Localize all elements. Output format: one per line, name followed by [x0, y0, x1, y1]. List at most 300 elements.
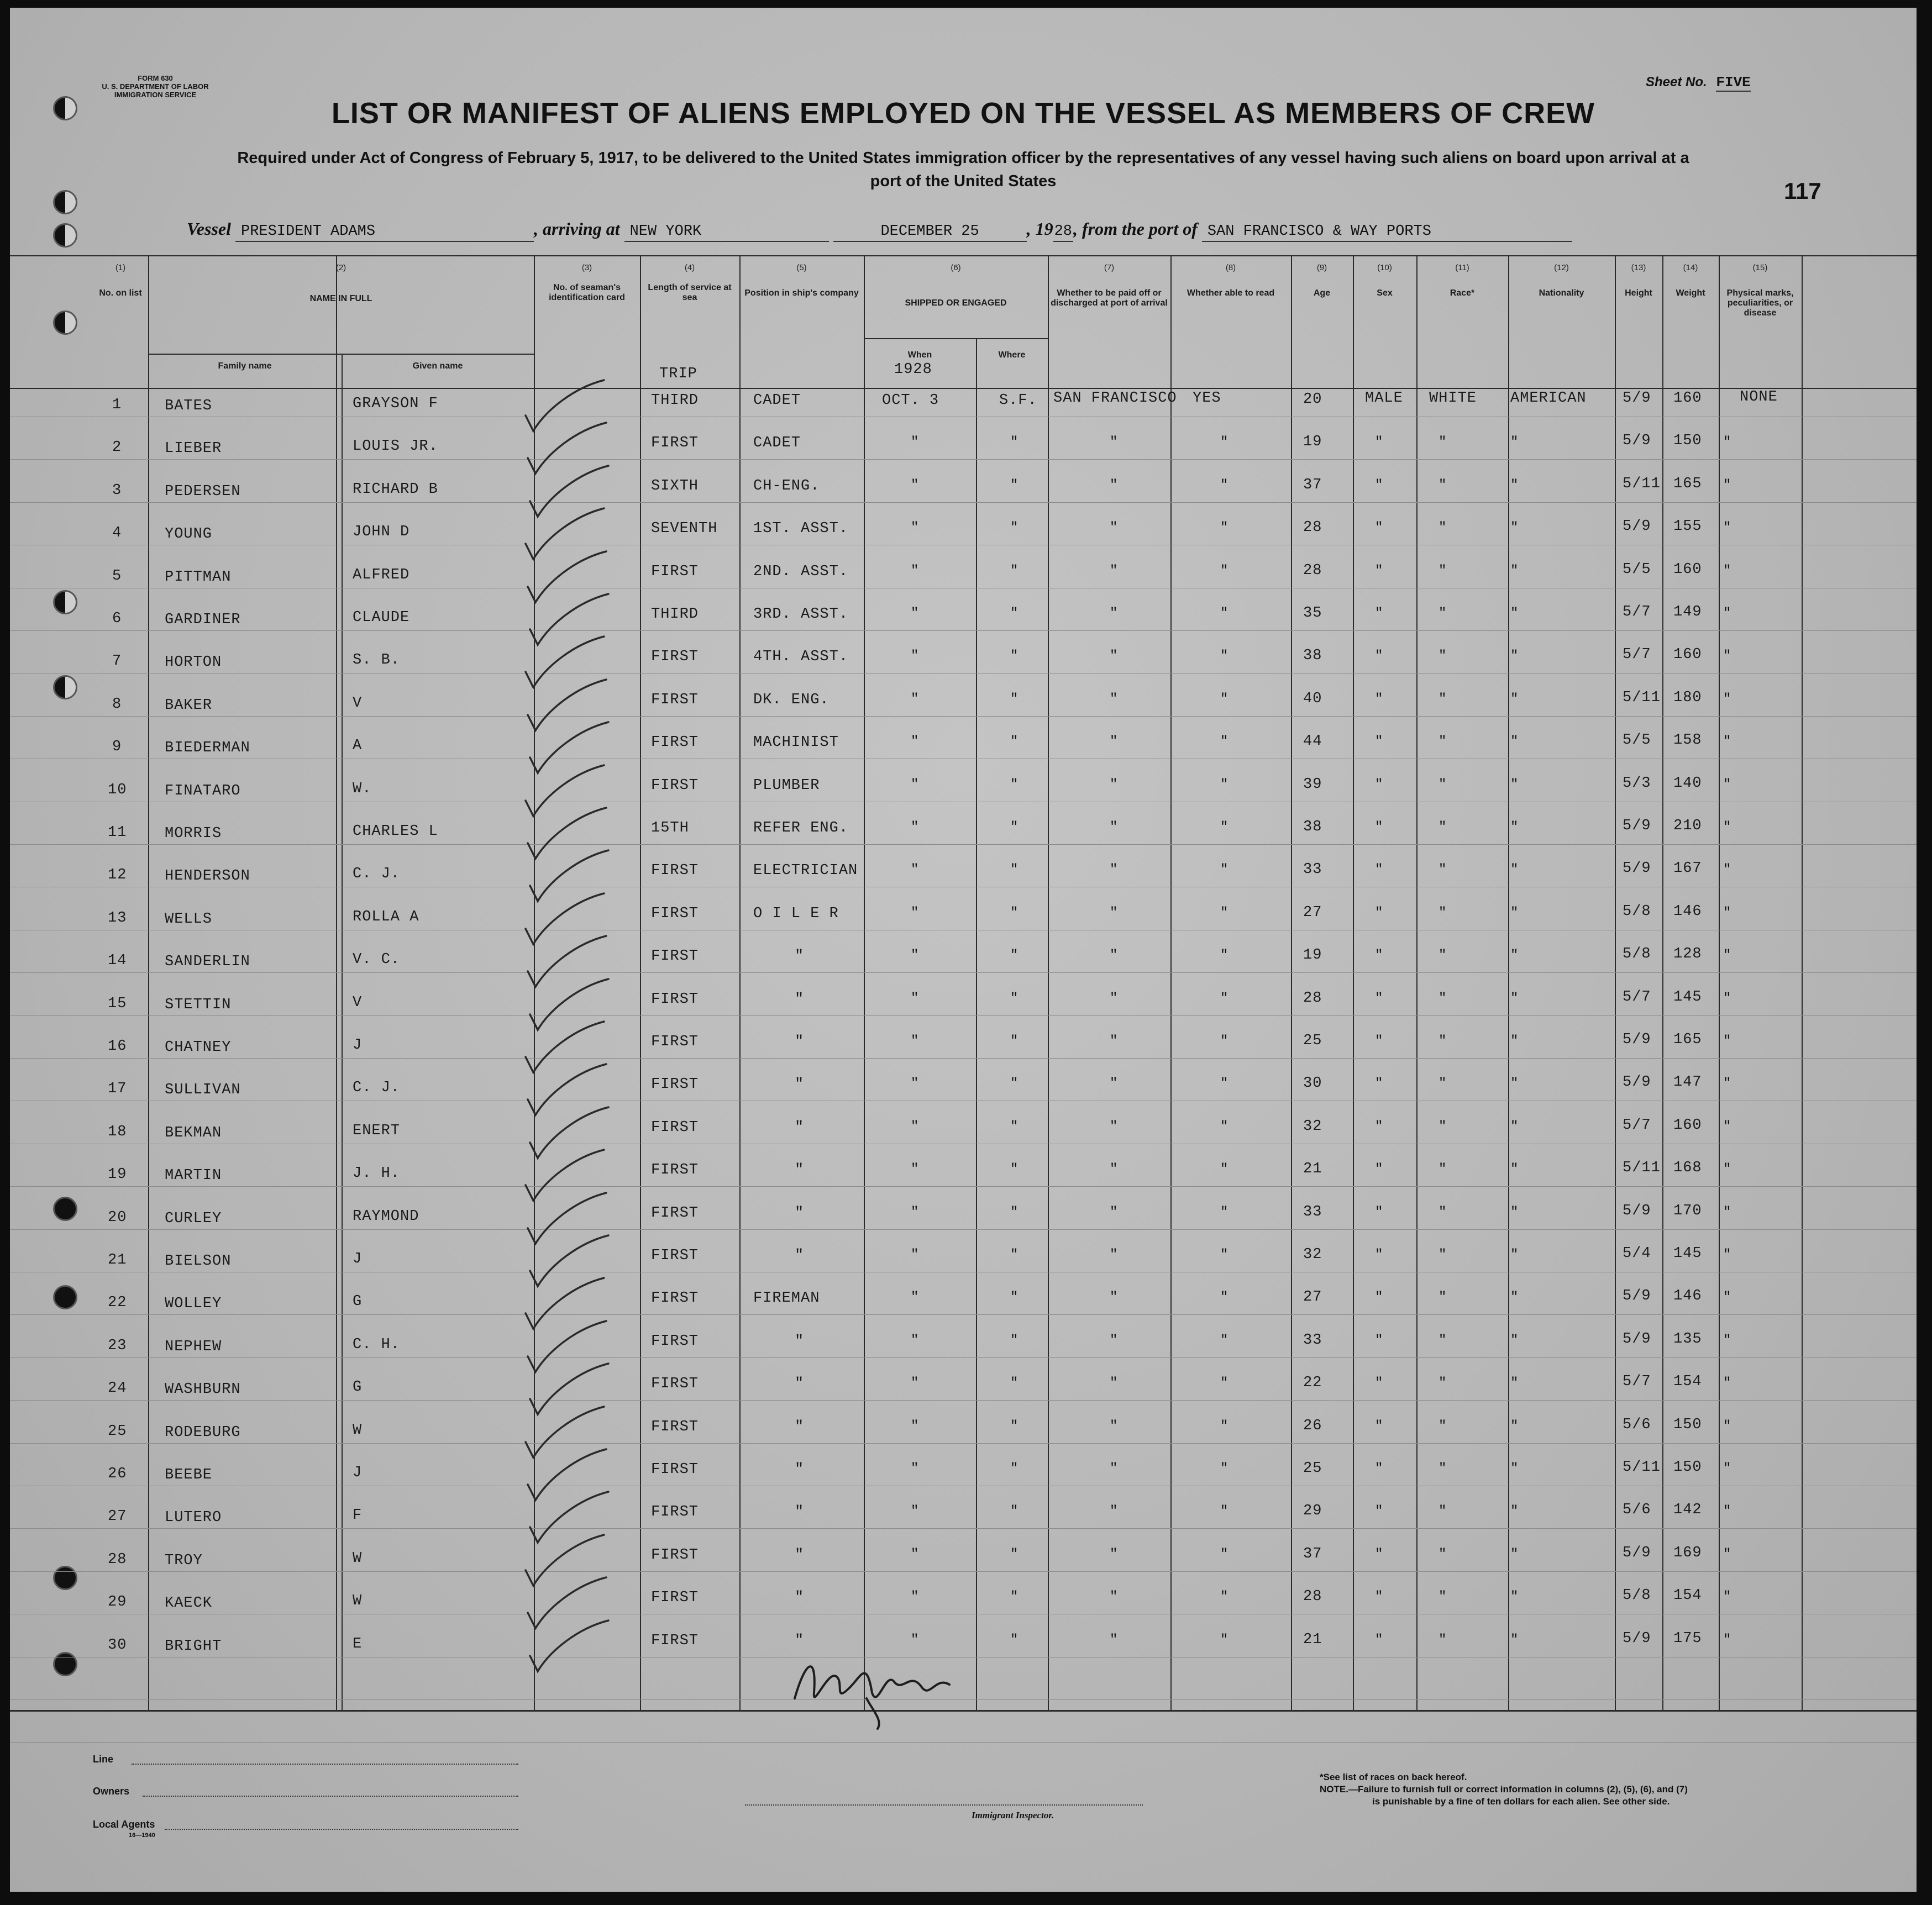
physical-marks-ditto: " — [1723, 692, 1731, 707]
age: 19 — [1303, 947, 1322, 964]
paid-off-ditto: " — [1110, 1248, 1118, 1262]
length-of-service: FIRST — [651, 1633, 699, 1649]
position: 4TH. ASST. — [753, 649, 849, 665]
shipped-where-ditto: " — [1010, 1419, 1019, 1434]
family-name-subheader: Family name — [218, 361, 272, 371]
position: " — [795, 1633, 805, 1649]
length-of-service: FIRST — [651, 1504, 699, 1520]
table-row — [10, 1160, 1917, 1206]
paid-off-ditto: " — [1110, 1205, 1118, 1220]
departure-port: SAN FRANCISCO & WAY PORTS — [1202, 223, 1572, 242]
physical-marks-ditto: " — [1723, 1419, 1731, 1434]
department-name: U. S. DEPARTMENT OF LABOR — [102, 82, 209, 91]
age: 33 — [1303, 1332, 1322, 1349]
sheet-number — [1646, 74, 1751, 91]
sex-ditto: " — [1375, 1290, 1383, 1305]
given-name: JOHN D — [353, 524, 410, 540]
row-number: 19 — [108, 1166, 127, 1183]
table-row — [10, 1074, 1917, 1120]
sex-ditto: " — [1375, 862, 1383, 877]
height: 5/7 — [1623, 1374, 1651, 1390]
weight: 160 — [1673, 1117, 1702, 1134]
nationality-ditto: " — [1510, 1333, 1519, 1348]
form-code: 16—1940 — [129, 1832, 155, 1839]
shipped-where-ditto: " — [1010, 906, 1019, 920]
family-name: BATES — [165, 398, 213, 414]
weight: 147 — [1673, 1074, 1702, 1091]
shipped-where-ditto: " — [1010, 1076, 1019, 1091]
shipped-when-ditto: " — [911, 1290, 919, 1305]
nationality-ditto: " — [1510, 948, 1519, 963]
physical-marks-ditto: " — [1723, 520, 1731, 535]
race-ditto: " — [1439, 1205, 1447, 1220]
length-of-service: FIRST — [651, 1547, 699, 1564]
penalty-note-continued: is punishable by a fine of ten dollars for each alien. See other side. — [1372, 1796, 1670, 1807]
shipped-when-ditto: " — [911, 906, 919, 920]
given-name: ENERT — [353, 1123, 401, 1139]
paid-off-ditto: " — [1110, 1290, 1118, 1305]
able-to-read-ditto: " — [1220, 435, 1229, 450]
paid-off-ditto: " — [1110, 1461, 1118, 1476]
given-name: J — [353, 1037, 363, 1054]
weight: 145 — [1673, 1245, 1702, 1262]
length-of-service: FIRST — [651, 1162, 699, 1178]
family-name: FINATARO — [165, 783, 241, 799]
height: 5/9 — [1623, 1331, 1651, 1348]
weight: 160 — [1673, 390, 1702, 407]
age-header-number: (9) — [1316, 263, 1327, 272]
shipped-when-ditto: " — [911, 991, 919, 1006]
family-name: BIELSON — [165, 1253, 232, 1270]
weight: 146 — [1673, 903, 1702, 920]
height: 5/9 — [1623, 433, 1651, 449]
given-name: RICHARD B — [353, 481, 438, 498]
owners-label: Owners — [93, 1786, 130, 1797]
able-to-read-ditto: " — [1220, 948, 1229, 963]
race-ditto: " — [1439, 948, 1447, 963]
length-of-service: FIRST — [651, 906, 699, 922]
race-ditto: " — [1439, 1590, 1447, 1604]
paid-off-ditto: " — [1110, 1547, 1118, 1562]
shipped-when-ditto: " — [911, 649, 919, 664]
physical-marks-ditto: " — [1723, 1376, 1731, 1391]
row-number: 27 — [108, 1508, 127, 1525]
position: " — [795, 1547, 805, 1564]
race: WHITE — [1429, 390, 1477, 407]
table-row — [10, 1117, 1917, 1163]
nationality-ditto: " — [1510, 991, 1519, 1006]
position: " — [795, 1461, 805, 1478]
able-to-read-header: Whether able to read — [1186, 288, 1275, 298]
inspector-signature — [784, 1638, 983, 1732]
able-to-read-ditto: " — [1220, 1461, 1229, 1476]
paid-off-ditto: " — [1110, 862, 1118, 877]
nationality-ditto: " — [1510, 606, 1519, 621]
age: 38 — [1303, 648, 1322, 664]
height: 5/9 — [1623, 1288, 1651, 1304]
paid-off-ditto: " — [1110, 564, 1118, 578]
row-number: 21 — [108, 1252, 127, 1269]
length-of-service: FIRST — [651, 692, 699, 708]
row-number: 14 — [108, 952, 127, 969]
sex-ditto: " — [1375, 1034, 1383, 1049]
given-name: ROLLA A — [353, 909, 419, 925]
family-name: BRIGHT — [165, 1638, 222, 1655]
shipped-year-value: 1928 — [894, 361, 932, 378]
length-of-service: FIRST — [651, 948, 699, 965]
position: " — [795, 1333, 805, 1350]
able-to-read-ditto: " — [1220, 1504, 1229, 1519]
family-name: CURLEY — [165, 1211, 222, 1227]
height: 5/9 — [1623, 860, 1651, 877]
table-row — [10, 1331, 1917, 1377]
shipped-where-ditto: " — [1010, 862, 1019, 877]
able-to-read-ditto: " — [1220, 820, 1229, 835]
physical-marks-ditto: " — [1723, 649, 1731, 664]
weight: 175 — [1673, 1630, 1702, 1647]
position: " — [795, 1504, 805, 1520]
table-row — [10, 1502, 1917, 1548]
row-number: 17 — [108, 1081, 127, 1097]
shipped-where-ditto: " — [1010, 1504, 1019, 1519]
weight: 146 — [1673, 1288, 1702, 1304]
age-header: Age — [1313, 288, 1331, 298]
shipped-where: S.F. — [999, 392, 1037, 409]
sex-ditto: " — [1375, 1590, 1383, 1604]
age: 25 — [1303, 1460, 1322, 1477]
shipped-when-ditto: " — [911, 478, 919, 493]
race-ditto: " — [1439, 906, 1447, 920]
given-name-subheader: Given name — [412, 361, 463, 371]
table-row — [10, 389, 1917, 436]
race-ditto: " — [1439, 1248, 1447, 1262]
from-port-label: , from the port of — [1073, 219, 1198, 239]
able-to-read-ditto: " — [1220, 906, 1229, 920]
position: DK. ENG. — [753, 692, 830, 708]
name-in-full-header-number: (2) — [335, 263, 347, 272]
table-row — [10, 1032, 1917, 1077]
position: " — [795, 1419, 805, 1435]
shipped-where-ditto: " — [1010, 1633, 1019, 1648]
weight: 135 — [1673, 1331, 1702, 1348]
age: 29 — [1303, 1503, 1322, 1519]
given-name: ALFRED — [353, 567, 410, 583]
row-number: 29 — [108, 1594, 127, 1611]
shipped-where-ditto: " — [1010, 1461, 1019, 1476]
family-name: WELLS — [165, 911, 213, 928]
length-of-service: FIRST — [651, 1076, 699, 1093]
nationality-ditto: " — [1510, 1119, 1519, 1134]
table-row — [10, 1545, 1917, 1591]
given-name: GRAYSON F — [353, 396, 438, 412]
family-name: WASHBURN — [165, 1381, 241, 1398]
age: 28 — [1303, 990, 1322, 1007]
length-of-service: FIRST — [651, 1461, 699, 1478]
height: 5/9 — [1623, 1032, 1651, 1048]
table-row — [10, 989, 1917, 1035]
family-name: NEPHEW — [165, 1339, 222, 1355]
row-number: 5 — [112, 568, 122, 585]
able-to-read-ditto: " — [1220, 734, 1229, 749]
line-label: Line — [93, 1754, 114, 1765]
position: CADET — [753, 435, 801, 451]
given-name: CHARLES L — [353, 823, 438, 840]
shipped-where-ditto: " — [1010, 991, 1019, 1006]
vessel-label: Vessel — [187, 219, 231, 239]
nationality-ditto: " — [1510, 1376, 1519, 1391]
arrival-year: 28 — [1053, 223, 1073, 242]
physical-marks-ditto: " — [1723, 1248, 1731, 1262]
family-name: BAKER — [165, 697, 213, 714]
physical-marks-ditto: " — [1723, 991, 1731, 1006]
given-name: CLAUDE — [353, 609, 410, 626]
position: 1ST. ASST. — [753, 520, 849, 537]
sex-ditto: " — [1375, 1333, 1383, 1348]
height: 5/7 — [1623, 1117, 1651, 1134]
race-ditto: " — [1439, 1333, 1447, 1348]
vessel-info-line — [187, 219, 1572, 242]
race-ditto: " — [1439, 1419, 1447, 1434]
nationality-ditto: " — [1510, 564, 1519, 578]
given-name: J — [353, 1251, 363, 1267]
family-name: LUTERO — [165, 1509, 222, 1526]
sex-ditto: " — [1375, 820, 1383, 835]
position: " — [795, 1119, 805, 1136]
family-name: CHATNEY — [165, 1039, 232, 1056]
length-of-service: THIRD — [651, 606, 699, 623]
nationality-ditto: " — [1510, 1504, 1519, 1519]
nationality-ditto: " — [1510, 1034, 1519, 1049]
nationality-ditto: " — [1510, 1590, 1519, 1604]
table-row — [10, 775, 1917, 821]
physical-marks-ditto: " — [1723, 1461, 1731, 1476]
paid-off-ditto: " — [1110, 820, 1118, 835]
nationality-ditto: " — [1510, 906, 1519, 920]
race-ditto: " — [1439, 1633, 1447, 1648]
shipped-when-ditto: " — [911, 606, 919, 621]
shipped-when-ditto: " — [911, 1076, 919, 1091]
age: 21 — [1303, 1632, 1322, 1648]
given-name: W. — [353, 781, 372, 797]
sex-header-number: (10) — [1377, 263, 1392, 272]
able-to-read-ditto: " — [1220, 1034, 1229, 1049]
able-to-read-ditto: " — [1220, 1248, 1229, 1262]
length-of-service: SIXTH — [651, 478, 699, 494]
length-of-service: FIRST — [651, 1205, 699, 1222]
race-ditto: " — [1439, 1504, 1447, 1519]
table-row — [10, 1459, 1917, 1505]
shipped-where-ditto: " — [1010, 520, 1019, 535]
family-name: HORTON — [165, 654, 222, 671]
given-name: S. B. — [353, 652, 401, 669]
physical-marks-ditto: " — [1723, 1547, 1731, 1562]
family-name: MARTIN — [165, 1167, 222, 1184]
weight: 145 — [1673, 989, 1702, 1006]
row-number: 24 — [108, 1380, 127, 1397]
table-row — [10, 946, 1917, 992]
row-number: 25 — [108, 1423, 127, 1440]
shipped-when-ditto: " — [911, 948, 919, 963]
age: 44 — [1303, 733, 1322, 750]
row-number: 6 — [112, 611, 122, 627]
shipped-when-ditto: " — [911, 564, 919, 578]
physical-marks-ditto: " — [1723, 1333, 1731, 1348]
nationality-ditto: " — [1510, 1076, 1519, 1091]
height-header-number: (13) — [1631, 263, 1646, 272]
sex-ditto: " — [1375, 1633, 1383, 1648]
height: 5/9 — [1623, 518, 1651, 535]
length-of-service: FIRST — [651, 1119, 699, 1136]
paid-off-ditto: " — [1110, 1376, 1118, 1391]
table-row — [10, 818, 1917, 864]
weight: 154 — [1673, 1587, 1702, 1604]
weight: 165 — [1673, 476, 1702, 492]
race-ditto: " — [1439, 606, 1447, 621]
table-row — [10, 903, 1917, 949]
position: " — [795, 991, 805, 1008]
sex-ditto: " — [1375, 692, 1383, 707]
physical-marks-ditto: " — [1723, 478, 1731, 493]
able-to-read-ditto: " — [1220, 777, 1229, 792]
physical-marks-ditto: " — [1723, 820, 1731, 835]
paid-off-ditto: " — [1110, 906, 1118, 920]
physical-marks-ditto: " — [1723, 1034, 1731, 1049]
age: 21 — [1303, 1161, 1322, 1177]
height: 5/7 — [1623, 989, 1651, 1006]
family-name: MORRIS — [165, 825, 222, 842]
table-row — [10, 433, 1917, 478]
row-number: 3 — [112, 482, 122, 499]
nationality-ditto: " — [1510, 1461, 1519, 1476]
manifest-sheet — [10, 8, 1917, 1892]
nationality-ditto: " — [1510, 820, 1519, 835]
shipped-where-ditto: " — [1010, 1205, 1019, 1220]
position: PLUMBER — [753, 777, 820, 794]
row-rule — [10, 1742, 1917, 1743]
sex-ditto: " — [1375, 564, 1383, 578]
given-name: RAYMOND — [353, 1208, 419, 1225]
able-to-read-ditto: " — [1220, 862, 1229, 877]
given-name: C. J. — [353, 866, 401, 882]
height: 5/9 — [1623, 818, 1651, 834]
paid-off-ditto: " — [1110, 520, 1118, 535]
age: 20 — [1303, 391, 1322, 408]
age: 28 — [1303, 1588, 1322, 1605]
weight: 150 — [1673, 1459, 1702, 1476]
race-ditto: " — [1439, 1034, 1447, 1049]
family-name: HENDERSON — [165, 868, 250, 885]
weight: 150 — [1673, 1417, 1702, 1433]
age: 32 — [1303, 1246, 1322, 1263]
position: " — [795, 1248, 805, 1264]
sheet-number-label: Sheet No. — [1646, 75, 1707, 90]
age: 40 — [1303, 691, 1322, 707]
shipped-when-ditto: " — [911, 520, 919, 535]
service-name: IMMIGRATION SERVICE — [114, 91, 197, 99]
able-to-read-ditto: " — [1220, 1419, 1229, 1434]
document-subtitle: Required under Act of Congress of February 5, 1917, to be delivered to the United States immigration officer by the representatives of any vessel having such aliens on board upon arrival at a — [237, 149, 1689, 167]
race-ditto: " — [1439, 649, 1447, 664]
line-blank — [132, 1764, 518, 1765]
sheet-number-value: FIVE — [1716, 74, 1751, 91]
table-row — [10, 732, 1917, 778]
given-name: G — [353, 1379, 363, 1396]
position: MACHINIST — [753, 734, 839, 751]
row-number: 18 — [108, 1124, 127, 1140]
nationality-ditto: " — [1510, 862, 1519, 877]
family-name: GARDINER — [165, 612, 241, 628]
able-to-read-ditto: " — [1220, 520, 1229, 535]
race-ditto: " — [1439, 1076, 1447, 1091]
given-name: F — [353, 1507, 363, 1524]
physical-marks-ditto: " — [1723, 1076, 1731, 1091]
length-of-service: 15TH — [651, 820, 689, 836]
row-number: 16 — [108, 1038, 127, 1055]
race-ditto: " — [1439, 520, 1447, 535]
sex-ditto: " — [1375, 1376, 1383, 1391]
paid-off-ditto: " — [1110, 1034, 1118, 1049]
footer-notes — [1320, 1771, 1688, 1808]
height: 5/9 — [1623, 390, 1651, 407]
shipped-when-ditto: " — [911, 734, 919, 749]
table-row — [10, 646, 1917, 692]
height: 5/5 — [1623, 561, 1651, 578]
height: 5/5 — [1623, 732, 1651, 749]
paid-off-ditto: " — [1110, 1333, 1118, 1348]
row-number: 26 — [108, 1466, 127, 1482]
table-row — [10, 860, 1917, 906]
length-of-service: FIRST — [651, 1248, 699, 1264]
shipped-where-ditto: " — [1010, 1547, 1019, 1562]
no-on-list-header-number: (1) — [115, 263, 126, 272]
shipped-where-ditto: " — [1010, 1333, 1019, 1348]
sex-ditto: " — [1375, 435, 1383, 450]
family-name: WOLLEY — [165, 1296, 222, 1312]
physical-marks: NONE — [1740, 389, 1778, 406]
shipped-when-ditto: " — [911, 1162, 919, 1177]
sex: MALE — [1365, 390, 1403, 407]
sex-ditto: " — [1375, 520, 1383, 535]
length-of-service: FIRST — [651, 564, 699, 580]
length-of-service: FIRST — [651, 862, 699, 879]
year-prefix: , 19 — [1026, 219, 1053, 239]
shipped-when-ditto: " — [911, 1248, 919, 1262]
height: 5/9 — [1623, 1630, 1651, 1647]
weight: 165 — [1673, 1032, 1702, 1048]
punch-hole — [53, 223, 77, 248]
position: " — [795, 1376, 805, 1392]
able-to-read-ditto: " — [1220, 606, 1229, 621]
paid-off-ditto: " — [1110, 1504, 1118, 1519]
row-number: 2 — [112, 439, 122, 456]
race-ditto: " — [1439, 564, 1447, 578]
name-in-full-header: NAME IN FULL — [309, 294, 372, 303]
race-header: Race* — [1450, 288, 1475, 298]
physical-marks-ditto: " — [1723, 435, 1731, 450]
arriving-label: , arriving at — [534, 219, 620, 239]
race-note: *See list of races on back hereof. — [1320, 1772, 1467, 1782]
able-to-read-header-number: (8) — [1225, 263, 1236, 272]
able-to-read-ditto: " — [1220, 692, 1229, 707]
shipped-when-ditto: " — [911, 435, 919, 450]
given-name: V. C. — [353, 951, 401, 968]
race-ditto: " — [1439, 435, 1447, 450]
row-number: 10 — [108, 782, 127, 798]
form-number: FORM 630 — [138, 74, 173, 82]
physical-marks-ditto: " — [1723, 564, 1731, 578]
table-row — [10, 1417, 1917, 1462]
page-number: 117 — [1784, 178, 1821, 204]
